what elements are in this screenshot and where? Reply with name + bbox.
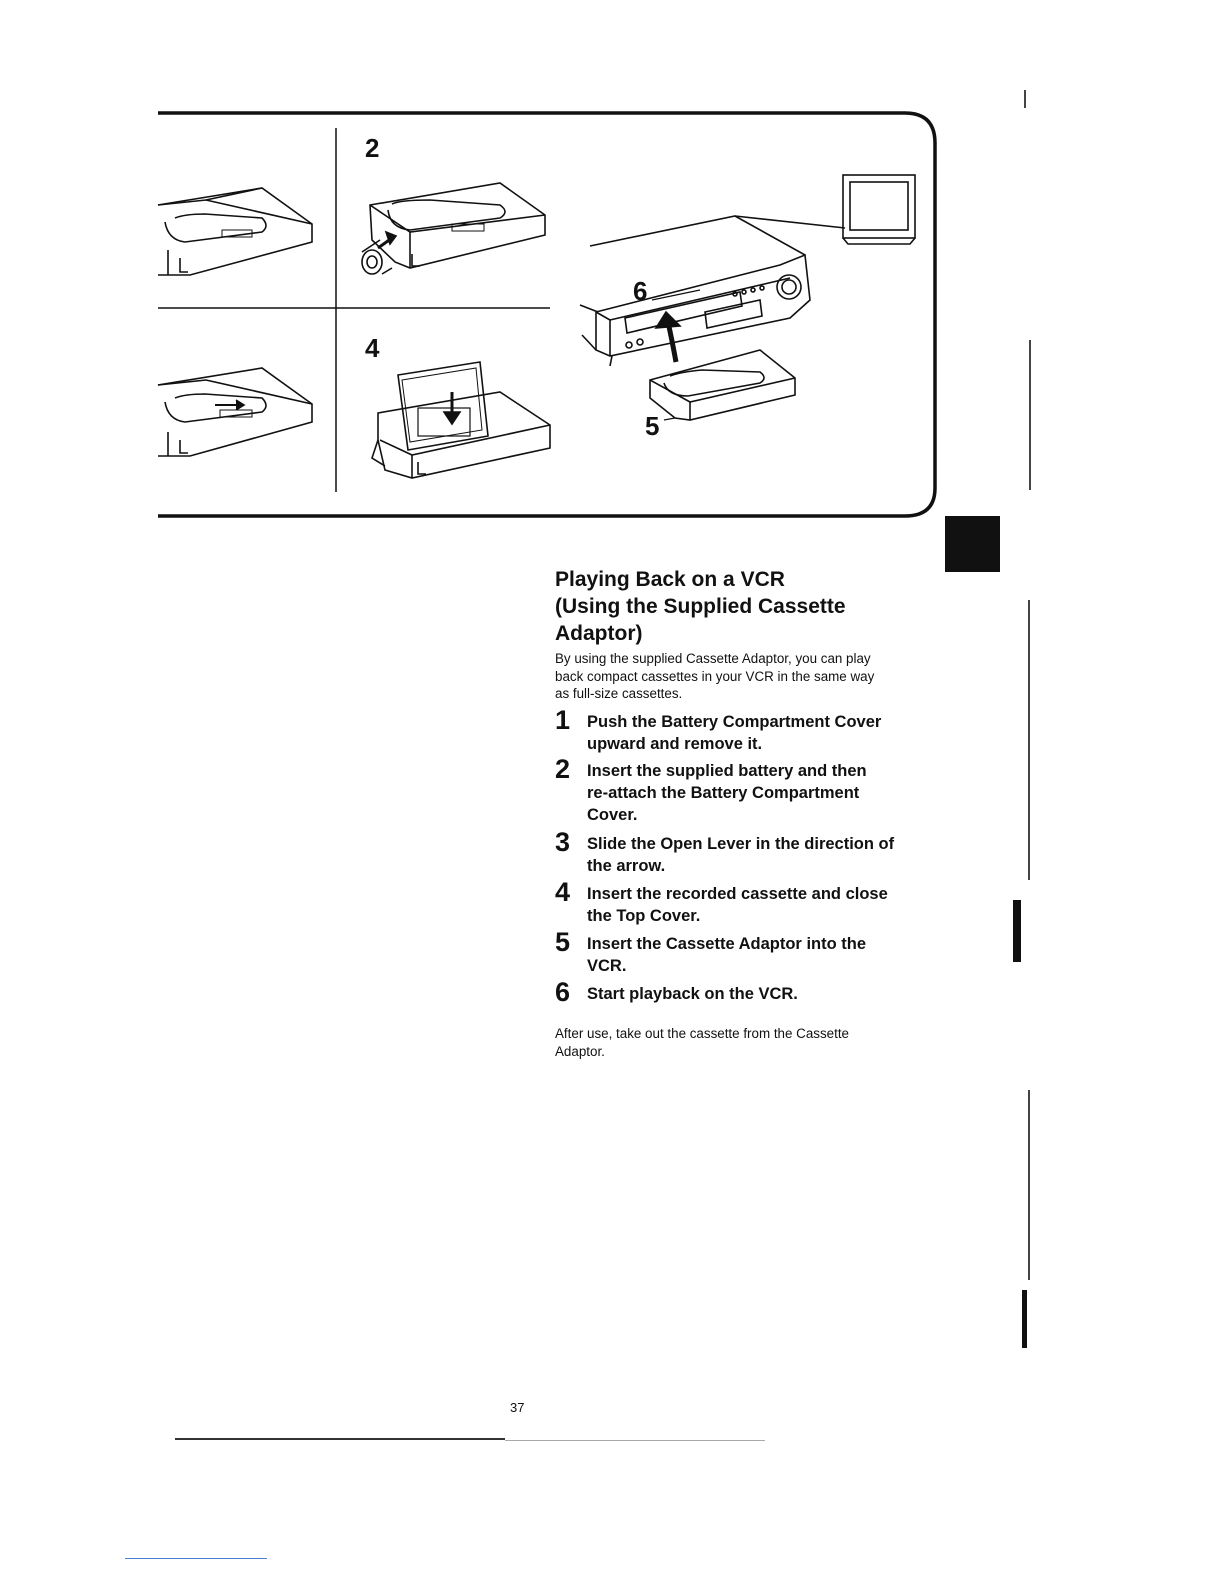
margin-line — [1029, 340, 1031, 490]
step-text — [587, 711, 942, 755]
step-number: 3 — [555, 827, 571, 857]
step-number: 2 — [555, 754, 571, 784]
bottom-blue-line — [125, 1558, 267, 1559]
bottom-scan-line — [505, 1440, 765, 1441]
intro-line: By using the supplied Cassette Adaptor, you can play — [555, 651, 871, 666]
step-number: 4 — [555, 877, 571, 907]
vcr-drawing — [580, 216, 845, 366]
step-text — [587, 883, 942, 927]
cassette-step4-drawing — [372, 362, 550, 478]
figure-label-5: 5 — [645, 411, 660, 441]
margin-bar — [1022, 1290, 1027, 1348]
cassette-step1-drawing — [158, 188, 312, 275]
cassette-step2-drawing — [362, 183, 545, 274]
step-line: Push the Battery Compartment Cover — [587, 713, 882, 731]
step-text — [587, 983, 942, 1005]
margin-line — [1028, 600, 1030, 880]
step-line: re-attach the Battery Compartment — [587, 784, 860, 802]
step-number: 5 — [555, 927, 571, 957]
heading-line: Playing Back on a VCR — [555, 568, 785, 591]
step-line: Start playback on the VCR. — [587, 985, 798, 1003]
step-text — [587, 760, 942, 826]
figure-label-6: 6 — [633, 276, 648, 306]
cassette-step5-drawing — [650, 312, 795, 420]
figure-label-2: 2 — [365, 133, 380, 163]
intro-line: back compact cassettes in your VCR in the same way — [555, 668, 875, 684]
margin-line — [1028, 1090, 1030, 1280]
step-line: Insert the Cassette Adaptor into the — [587, 935, 867, 953]
step-line: Insert the supplied battery and then — [587, 762, 867, 780]
section-heading — [555, 566, 935, 647]
heading-line: Adaptor) — [555, 622, 643, 645]
step-line: Slide the Open Lever in the direction of — [587, 835, 895, 853]
after-use-note — [555, 1025, 935, 1061]
step-number: 6 — [555, 977, 571, 1007]
figure-label-4: 4 — [365, 333, 380, 363]
illustration-panel — [0, 0, 1224, 560]
cassette-step3-drawing — [158, 368, 312, 456]
margin-line — [1024, 90, 1026, 108]
panel-frame — [158, 113, 935, 516]
after-line: After use, take out the cassette from the Cassette — [555, 1026, 849, 1041]
step-number: 1 — [555, 705, 571, 735]
page-number: 37 — [510, 1400, 525, 1415]
margin-bar — [1013, 900, 1021, 962]
step-text — [587, 933, 942, 977]
bottom-scan-line — [175, 1438, 505, 1440]
tv-drawing — [843, 175, 915, 244]
intro-line: as full-size cassettes. — [555, 686, 683, 701]
intro-paragraph — [555, 650, 935, 703]
section-tab-marker — [945, 516, 1000, 572]
step-text — [587, 833, 942, 877]
heading-line: (Using the Supplied Cassette — [555, 595, 846, 618]
step-line: the arrow. — [587, 857, 666, 875]
step-line: VCR. — [587, 957, 627, 975]
step-line: Insert the recorded cassette and close — [587, 885, 888, 903]
step-line: upward and remove it. — [587, 735, 763, 753]
after-line: Adaptor. — [555, 1044, 605, 1059]
step-line: the Top Cover. — [587, 907, 701, 925]
step-line: Cover. — [587, 806, 638, 824]
